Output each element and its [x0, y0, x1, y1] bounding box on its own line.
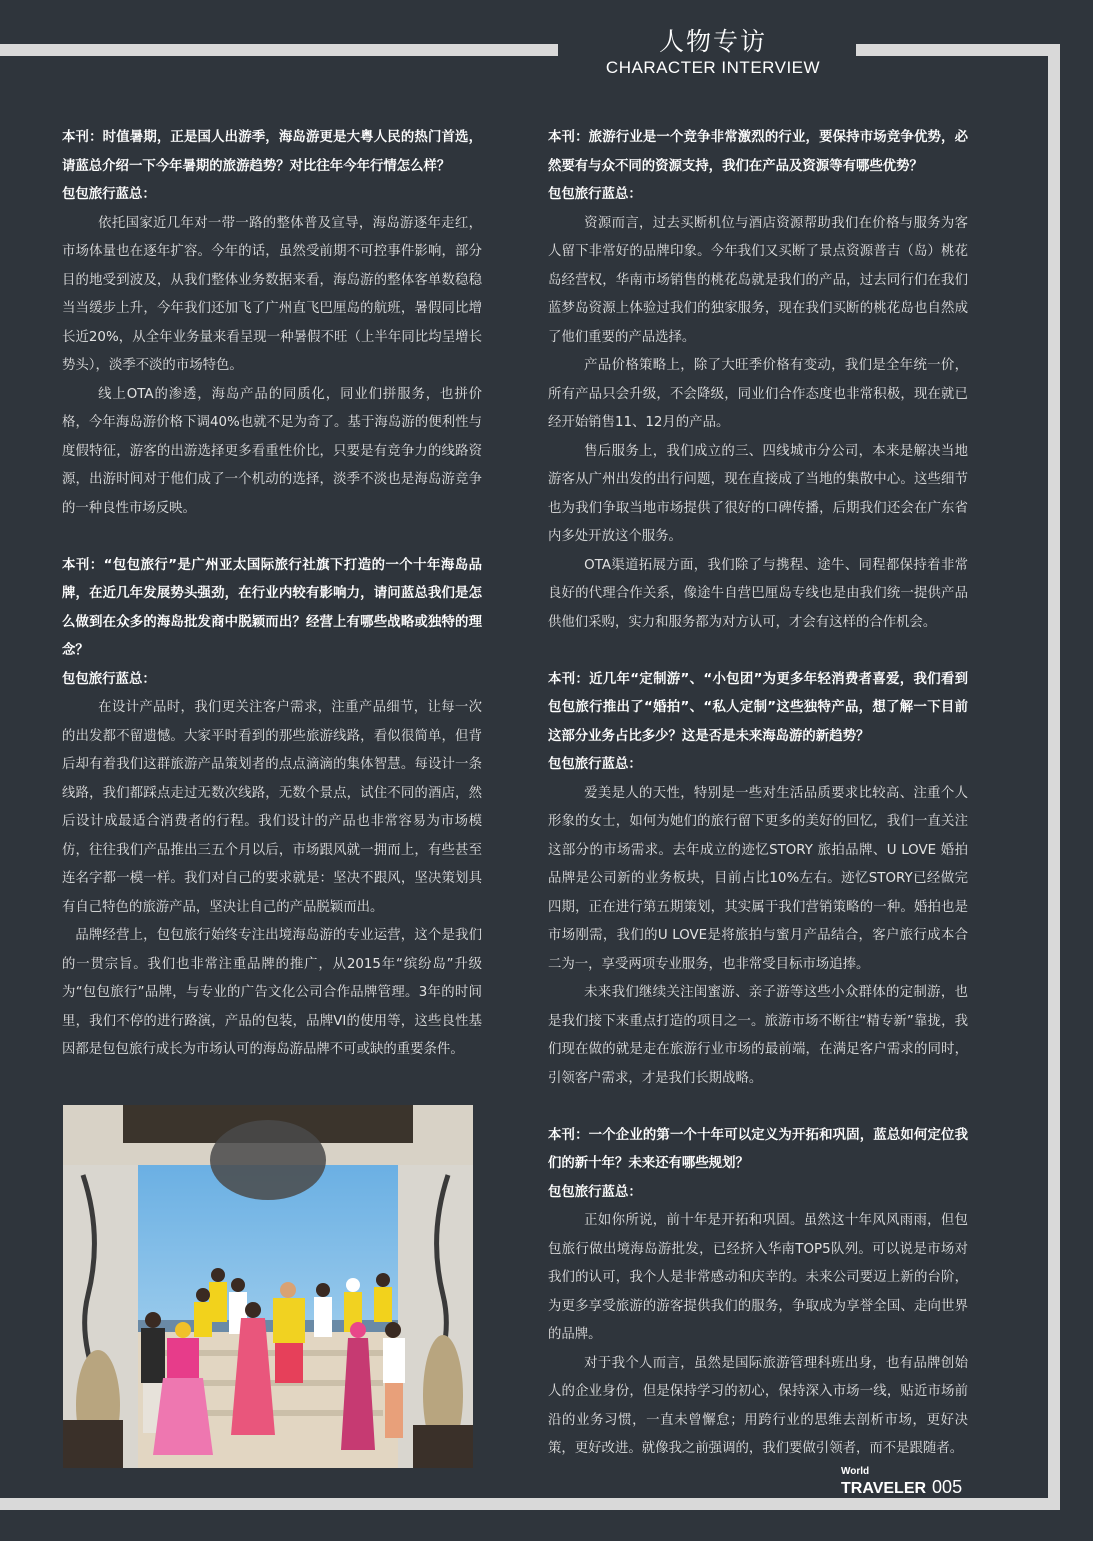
answer-label-1: 包包旅行蓝总： — [62, 187, 156, 202]
answer-label-2: 包包旅行蓝总： — [62, 671, 156, 687]
right-column — [548, 124, 968, 1464]
footer-traveler: TRAVELER — [841, 1480, 927, 1497]
group-photo — [63, 1105, 473, 1468]
footer-world: World — [841, 1466, 870, 1477]
question-5: 本刊：一个企业的第一个十年可以定义为开拓和巩固，蓝总如何定位我们的新十年？未来还有哪些规划？ — [548, 1127, 968, 1171]
spacer — [62, 523, 482, 552]
question-2: 本刊：“包包旅行”是广州亚太国际旅行社旗下打造的一个十年海岛品牌，在近几年发展势头强劲，在行业内较有影响力，请问蓝总我们是怎么做到在众多的海岛批发商中脱颖而出？经营上有哪些战略或独特的理念？ — [62, 557, 482, 658]
answer-2-paragraph-1: 在设计产品时，我们更关注客户需求，注重产品细节，让每一次的出发都不留遗憾。大家平时看到的那些旅游线路，看似很简单，但背后却有着我们这群旅游产品策划者的点点滴滴的集体智慧。每设计一条线路，我们都踩点走过无数次线路，无数个景点，试住不同的酒店，然后设计成最适合消费者的行程。我们设计的产品也非常容易为市场模仿，往往我们产品推出三五个月以后，市场跟风就一拥而上，有些甚至连名字都一模一样。我们对自己的要求就是：坚决不跟风，坚决策划具有自己特色的旅游产品，坚决让自己的产品脱颖而出。 — [62, 700, 482, 915]
answer-4-paragraph-2: 未来我们继续关注闺蜜游、亲子游等这些小众群体的定制游，也是我们接下来重点打造的项目之一。旅游市场不断往“精专新”靠拢，我们现在做的就是走在旅游行业市场的最前端，在满足客户需求的同时，引领客户需求，才是我们长期战略。 — [548, 985, 968, 1086]
answer-label-3: 包包旅行蓝总： — [548, 187, 642, 202]
answer-3-paragraph-4: OTA渠道拓展方面，我们除了与携程、途牛、同程都保持着非常良好的代理合作关系，像途牛自营巴厘岛专线也是由我们统一提供产品供他们采购，实力和服务都为对方认可，才会有这样的合作机会。 — [548, 557, 968, 630]
frame-right — [1048, 44, 1060, 1510]
frame-top-right — [856, 44, 1060, 56]
frame-bottom — [0, 1498, 1060, 1510]
section-title-zh: 人物专访 — [658, 27, 767, 56]
left-column — [62, 124, 482, 1065]
answer-3-paragraph-2: 产品价格策略上，除了大旺季价格有变动，我们是全年统一价，所有产品只会升级，不会降级，同业们合作态度也非常积极，现在就已经开始销售11、12月的产品。 — [548, 358, 968, 430]
answer-5-paragraph-1: 正如你所说，前十年是开拓和巩固。虽然这十年风风雨雨，但包包旅行做出境海岛游批发，已经挤入华南TOP5队列。可以说是市场对我们的认可，我个人是非常感动和庆幸的。未来公司要迈上新的台阶，为更多享受旅游的游客提供我们的服务，争取成为享誉全国、走向世界的品牌。 — [548, 1213, 968, 1342]
spacer — [548, 1093, 968, 1122]
footer-logo — [841, 1478, 962, 1498]
frame-top-left — [0, 44, 558, 56]
section-header — [600, 26, 826, 78]
answer-label-4: 包包旅行蓝总： — [548, 757, 642, 772]
answer-2-paragraph-2: 品牌经营上，包包旅行始终专注出境海岛游的专业运营，这个是我们的一贯宗旨。我们也非常注重品牌的推广，从2015年“缤纷岛”升级为“包包旅行”品牌，与专业的广告文化公司合作品牌管理。3年的时间里，我们不停的进行路演，产品的包装，品牌VI的使用等，这些良性基因都是包包旅行成长为市场认可的海岛游品牌不可或缺的重要条件。 — [62, 928, 482, 1057]
answer-4-paragraph-1: 爱美是人的天性，特别是一些对生活品质要求比较高、注重个人形象的女士，如何为她们的旅行留下更多的美好的回忆，我们一直关注这部分的市场需求。去年成立的迹忆STORY 旅拍品牌、U LOVE 婚拍品牌是公司新的业务板块，目前占比10%左右。迹忆STORY已经做完四期，正在进行第五期策划，其实属于我们营销策略的一种。婚拍也是市场刚需，我们的U LOVE是将旅拍与蜜月产品结合，客户旅行成本合二为一，享受两项专业服务，也非常受目标市场追捧。 — [548, 785, 968, 972]
spacer — [548, 637, 968, 666]
question-3: 本刊：旅游行业是一个竞争非常激烈的行业，要保持市场竞争优势，必然要有与众不同的资源支持，我们在产品及资源等有哪些优势？ — [548, 130, 968, 174]
section-title-en: CHARACTER INTERVIEW — [605, 58, 821, 77]
answer-3-paragraph-1: 资源而言，过去买断机位与酒店资源帮助我们在价格与服务为客人留下非常好的品牌印象。今年我们又买断了景点资源普吉（岛）桃花岛经营权，华南市场销售的桃花岛就是我们的产品，过去同行们在我们蓝梦岛资源上体验过我们的独家服务，现在我们买断的桃花岛也自然成了他们重要的产品选择。 — [548, 215, 968, 345]
answer-1-paragraph-1: 依托国家近几年对一带一路的整体普及宣导，海岛游逐年走红，市场体量也在逐年扩容。今年的话，虽然受前期不可控事件影响，部分目的地受到波及，从我们整体业务数据来看，海岛游的整体客单数稳稳当当缓步上升，今年我们还加飞了广州直飞巴厘岛的航班，暑假同比增长近20%，从全年业务量来看呈现一种暑假不旺（上半年同比均呈增长势头），淡季不淡的市场特色。 — [62, 215, 482, 373]
answer-1-paragraph-2: 线上OTA的渗透，海岛产品的同质化，同业们拼服务，也拼价格，今年海岛游价格下调40%也就不足为奇了。基于海岛游的便利性与度假特征，游客的出游选择更多看重性价比，只要是有竞争力的线路资源，出游时间对于他们成了一个机动的选择，淡季不淡也是海岛游竞争的一种良性市场反映。 — [62, 386, 482, 516]
question-1: 本刊：时值暑期，正是国人出游季，海岛游更是大粤人民的热门首选，请蓝总介绍一下今年暑期的旅游趋势？对比往年今年行情怎么样？ — [62, 130, 482, 174]
answer-label-5: 包包旅行蓝总： — [548, 1184, 642, 1200]
answer-3-paragraph-3: 售后服务上，我们成立的三、四线城市分公司，本来是解决当地游客从广州出发的出行问题，现在直接成了当地的集散中心。这些细节也为我们争取当地市场提供了很好的口碑传播，后期我们还会在广东省内多处开放这个服务。 — [548, 443, 968, 544]
magazine-footer — [841, 1466, 962, 1498]
answer-5-paragraph-2: 对于我个人而言，虽然是国际旅游管理科班出身，也有品牌创始人的企业身份，但是保持学习的初心，保持深入市场一线，贴近市场前沿的业务习惯，一直未曾懈怠；用跨行业的思维去剖析市场，更好决策，更好改进。就像我之前强调的，我们要做引领者，而不是跟随者。 — [548, 1355, 968, 1456]
question-4: 本刊：近几年“定制游”、“小包团”为更多年轻消费者喜爱，我们看到包包旅行推出了“婚拍”、“私人定制”这些独特产品，想了解一下目前这部分业务占比多少？这是否是未来海岛游的新趋势？ — [548, 671, 968, 744]
page-number: 005 — [932, 1477, 963, 1497]
